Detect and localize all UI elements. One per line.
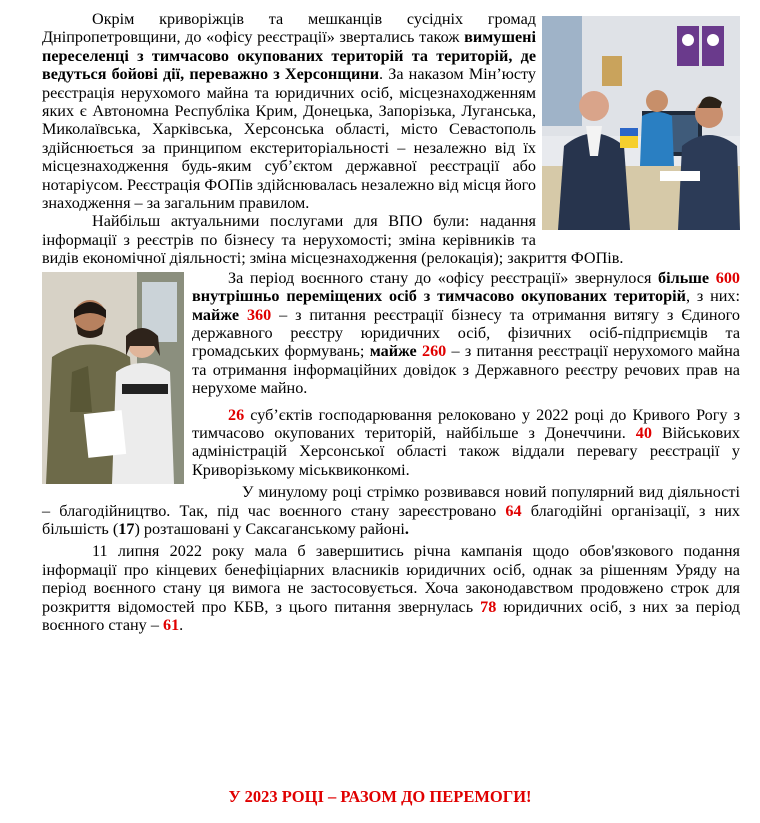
soldier-and-registrar-photo [42, 272, 184, 484]
paragraph-6: 11 липня 2022 року мала б завершитись річна кампанія щодо обов'язкового подання інформації про кінцевих бенефіціарних власників юридичних осіб, однак за рішенням Уряду на період воєнного стану ця вимога не застосовується. Хоча законодавством продовжено строк для розкриття відомостей про КБВ, з цього питання звернулась 78 юридичних осіб, з них за період воєнного стану – 61. [42, 542, 740, 634]
closing-slogan: У 2023 РОЦІ – РАЗОМ ДО ПЕРЕМОГИ! [228, 787, 532, 806]
paragraph-4: 26 суб’єктів господарювання релоковано у 2022 році до Кривого Рогу з тимчасово окупованих територій, найбільше з Донеччини. 40 Військових адміністрацій Херсонської області також віддали перевагу реєстрації у Криворізькому міськвиконкомі. [192, 405, 740, 479]
paragraph-5: У минулому році стрімко розвивався новий популярний вид діяльності – благодійництво. Так, під час воєнного стану зареєстровано 64 благодійні організації, з них більшість (17) розташовані у Саксаганському районі. [42, 483, 740, 538]
article [42, 10, 740, 634]
paragraph-2: Найбільш актуальними послугами для ВПО були: надання інформації з реєстрів по бізнесу та нерухомості; зміна керівників та видів економічної діяльності; зміна місцезнаходження (релокація); закриття ФОПів. [42, 212, 624, 268]
paragraph-1: Окрім криворіжців та мешканців сусідніх громад Дніпропетровщини, до «офісу реєстрації» звертались також вимушені переселенці з тимчасово окупованих територій та територій, де ведуться бойові дії, переважно з Херсонщини. За наказом Мін’юсту реєстрація нерухомого майна та юридичних осіб, місцезнаходженням яких є Автономна Республіка Крим, Донецька, Запорізька, Луганська, Миколаївська, Харківська, Херсонська області, місто Севастополь здійснюється за принципом екстериторіальності – незалежно від їх місцезнаходження будь-яким суб’єктом державної реєстрації або нотаріусом. Реєстрація ФОПів здійснювалась незалежно від місця його знаходження – за загальним правилом. [42, 10, 536, 213]
paragraph-3: За період воєнного стану до «офісу реєстрації» звернулося більше 600 внутрішньо переміщених осіб з тимчасово окупованих територій, з них: майже 360 – з питання реєстрації бізнесу та отримання витягу з Єдиного державного реєстру юридичних осіб, фізичних осіб-підприємців та громадських формувань; майже 260 – з питання реєстрації нерухомого майна та отримання інформаційних довідок з Державного реєстру речових прав на нерухоме майно. [192, 268, 741, 398]
office-consultation-photo [542, 16, 740, 230]
